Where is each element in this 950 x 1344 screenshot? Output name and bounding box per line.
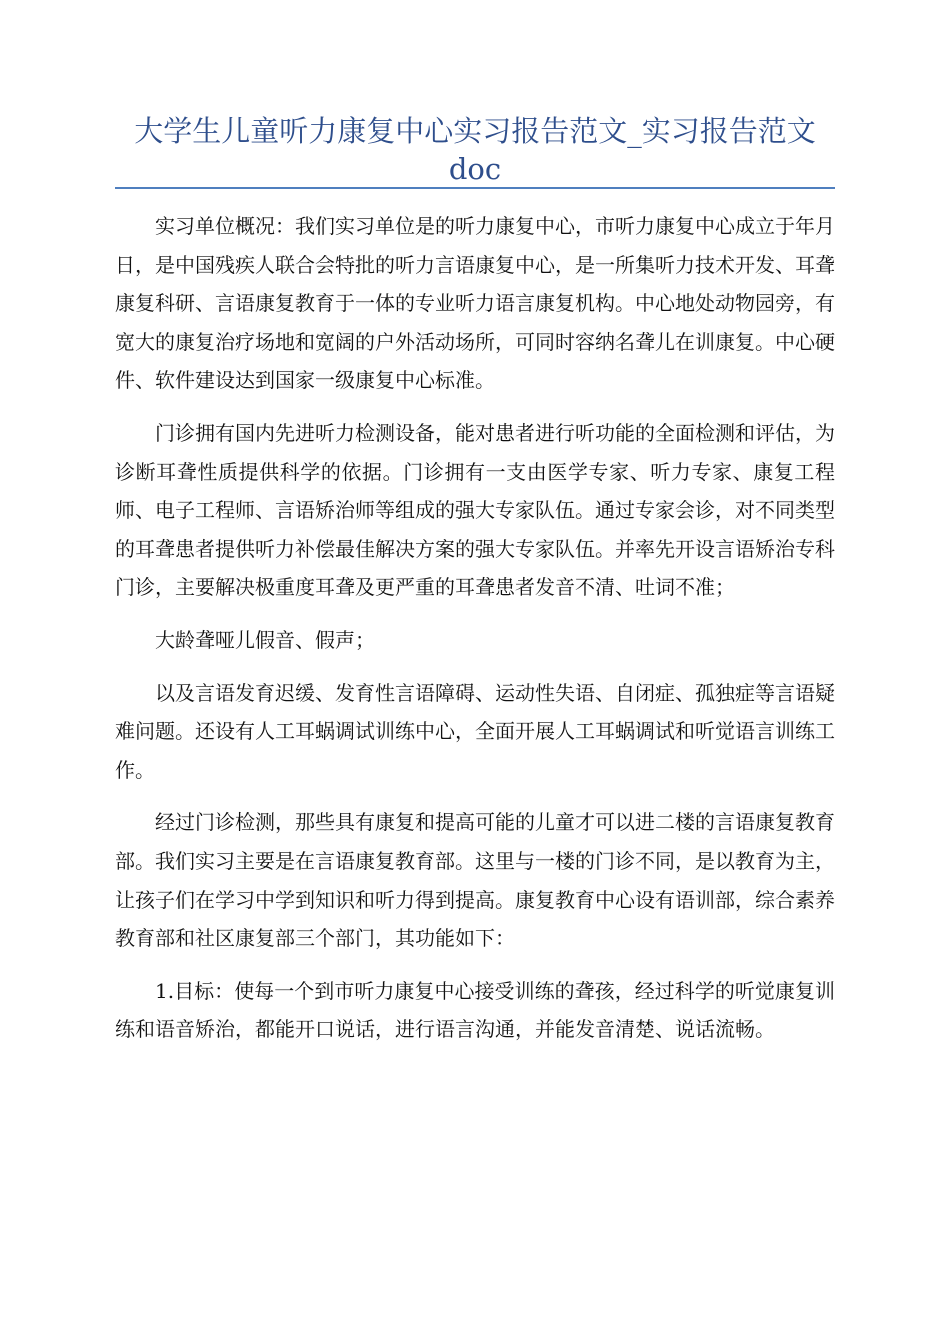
paragraph-goal: 1.目标：使每一个到市听力康复中心接受训练的聋孩，经过科学的听觉康复训练和语音矫治，都能开口说话，进行语言沟通，并能发音清楚、说话流畅。 [115, 978, 835, 1042]
paragraph-falsetto: 大龄聋哑儿假音、假声； [155, 627, 375, 652]
document-body [115, 207, 835, 1063]
paragraph-unit-overview: 实习单位概况：我们实习单位是的听力康复中心，市听力康复中心成立于年月日，是中国残疾人联合会特批的听力言语康复中心，是一所集听力技术开发、耳聋康复科研、言语康复教育于一体的专业听力语言康复机构。中心地处动物园旁，有宽大的康复治疗场地和宽阔的户外活动场所，可同时容纳名聋儿在训康复。中心硬件、软件建设达到国家一级康复中心标准。 [115, 214, 835, 393]
title-underline [115, 187, 835, 189]
paragraph-outpatient: 门诊拥有国内先进听力检测设备，能对患者进行听功能的全面检测和评估，为诊断耳聋性质提供科学的依据。门诊拥有一支由医学专家、听力专家、康复工程师、电子工程师、言语矫治师等组成的强大专家队伍。通过专家会诊，对不同类型的耳聋患者提供听力补偿最佳解决方案的强大专家队伍。并率先开设言语矫治专科门诊，主要解决极重度耳聋及更严重的耳聋患者发音不清、吐词不准； [115, 420, 835, 600]
paragraph-education-department: 经过门诊检测，那些具有康复和提高可能的儿童才可以进二楼的言语康复教育部。我们实习主要是在言语康复教育部。这里与一楼的门诊不同，是以教育为主，让孩子们在学习中学到知识和听力得到提高。康复教育中心设有语训部，综合素养教育部和社区康复部三个部门，其功能如下： [115, 810, 835, 951]
document-title: 大学生儿童听力康复中心实习报告范文_实习报告范文doc [134, 114, 816, 186]
paragraph-language-issues: 以及言语发育迟缓、发育性言语障碍、运动性失语、自闭症、孤独症等言语疑难问题。还设有人工耳蜗调试训练中心，全面开展人工耳蜗调试和听觉语言训练工作。 [115, 680, 835, 782]
